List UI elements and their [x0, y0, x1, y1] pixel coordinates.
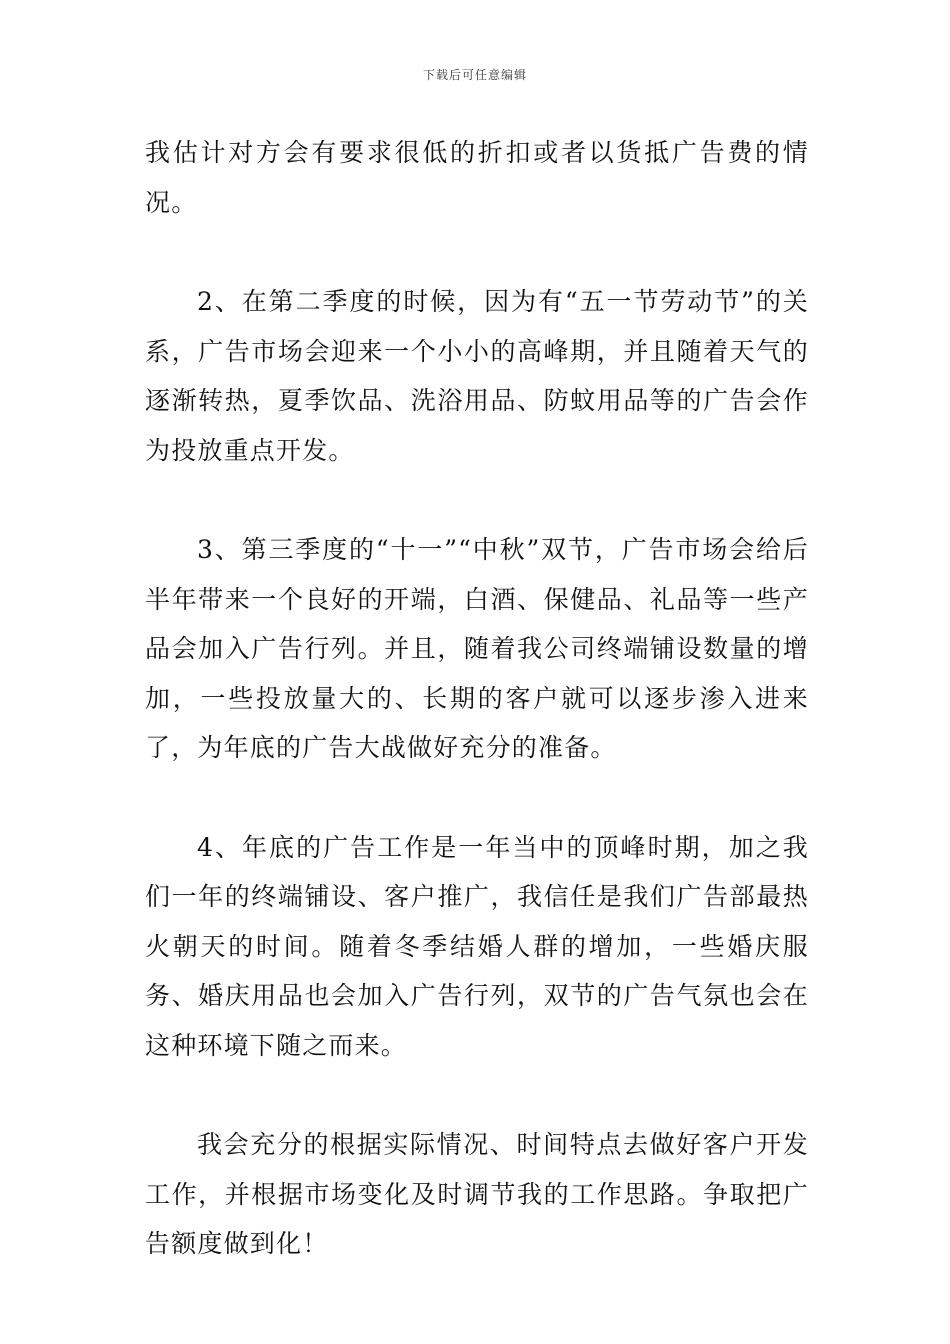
paragraph-continuation: 我估计对方会有要求很低的折扣或者以货抵广告费的情况。 [145, 138, 809, 217]
paragraph-gap [145, 773, 809, 823]
paragraph-gap [145, 475, 809, 525]
paragraph-gap [145, 227, 809, 277]
header-note: 下载后可任意编辑 [422, 68, 527, 82]
document-body [145, 128, 809, 1269]
paragraph-q2: 2、在第二季度的时候，因为有“五一节劳动节”的关系，广告市场会迎来一个小小的高峰期，并且随着天气的逐渐转热，夏季饮品、洗浴用品、防蚊用品等的广告会作为投放重点开发。 [145, 287, 809, 465]
paragraph-conclusion: 我会充分的根据实际情况、时间特点去做好客户开发工作，并根据市场变化及时调节我的工作思路。争取把广告额度做到化！ [145, 1130, 809, 1258]
paragraph-gap [145, 1070, 809, 1120]
paragraph-q3: 3、第三季度的“十一”“中秋”双节，广告市场会给后半年带来一个良好的开端，白酒、保健品、礼品等一些产品会加入广告行列。并且，随着我公司终端铺设数量的增加，一些投放量大的、长期的客户就可以逐步渗入进来了，为年底的广告大战做好充分的准备。 [145, 535, 809, 762]
paragraph-q4: 4、年底的广告工作是一年当中的顶峰时期，加之我们一年的终端铺设、客户推广，我信任是我们广告部最热火朝天的时间。随着冬季结婚人群的增加，一些婚庆服务、婚庆用品也会加入广告行列，双节的广告气氛也会在这种环境下随之而来。 [145, 832, 809, 1060]
